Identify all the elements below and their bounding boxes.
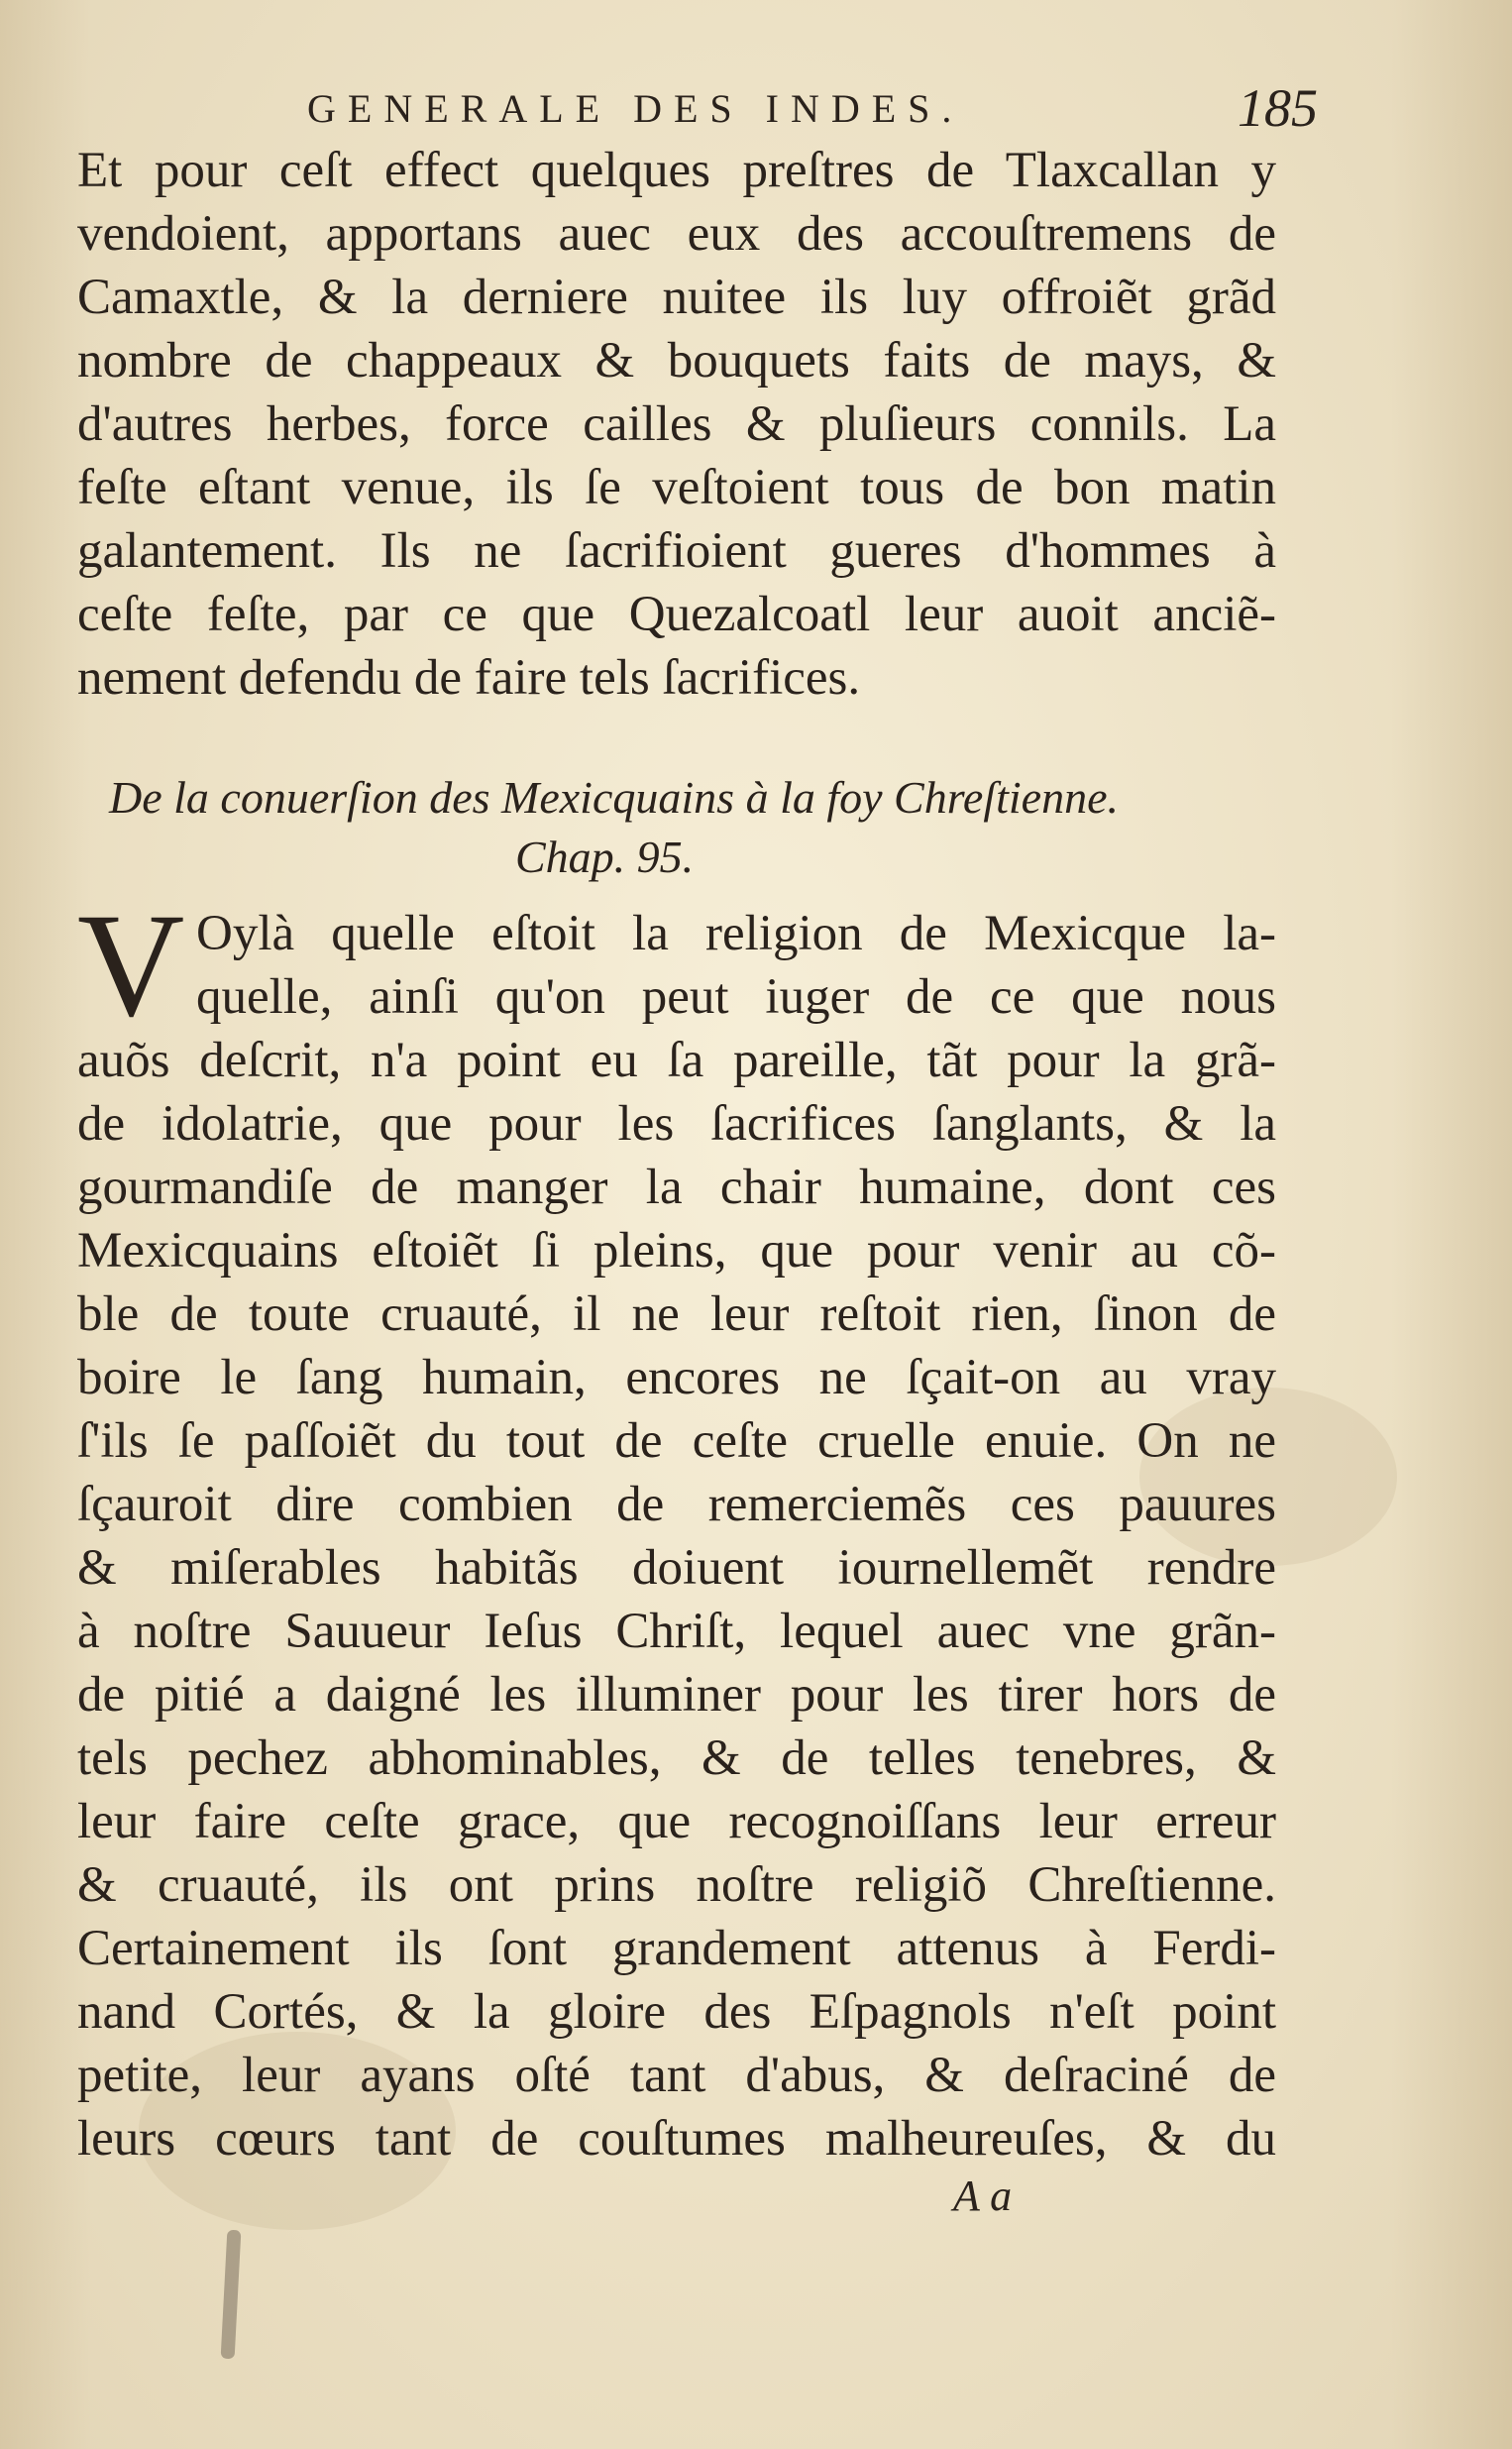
text-line: Certainement ils ſont grandement attenus à Ferdi- [77, 1921, 1276, 1976]
text-line: leur faire ceſte grace, que recognoiſſans leur erreur [77, 1794, 1276, 1849]
chapter-heading [109, 768, 1258, 887]
text-line: Camaxtle, & la derniere nuitee ils luy offroiẽt grãd [77, 270, 1276, 325]
text-line: ble de toute cruauté, il ne leur reſtoit rien, ſinon de [77, 1286, 1276, 1342]
drop-cap: V [77, 883, 185, 1048]
running-head: GENERALE DES INDES. [307, 86, 964, 131]
text-line: de pitié a daigné les illuminer pour les tirer hors de [77, 1667, 1276, 1723]
text-line: petite, leur ayans oſté tant d'abus, & deſraciné de [77, 2048, 1276, 2103]
text-line: d'autres herbes, force cailles & pluſieurs connils. La [77, 396, 1276, 452]
text-line: tels pechez abhominables, & de telles tenebres, & [77, 1730, 1276, 1786]
text-line: nand Cortés, & la gloire des Eſpagnols n'eſt point [77, 1984, 1276, 2040]
text-line: & cruauté, ils ont prins noſtre religiõ Chreſtienne. [77, 1857, 1276, 1913]
text-line: à noſtre Sauueur Ieſus Chriſt, lequel auec vne grãn- [77, 1604, 1276, 1659]
signature-mark: A a [953, 2171, 1013, 2220]
text-line: nement defendu de faire tels ſacrifices. [77, 650, 861, 706]
text-line: de idolatrie, que pour les ſacrifices ſanglants, & la [77, 1096, 1276, 1152]
text-line: ſçauroit dire combien de remerciemẽs ces pauures [77, 1477, 1276, 1532]
text-line: gourmandiſe de manger la chair humaine, dont ces [77, 1160, 1276, 1215]
text-line: quelle, ainſi qu'on peut iuger de ce que nous [196, 969, 1276, 1025]
text-line: Oylà quelle eſtoit la religion de Mexicque la- [196, 906, 1276, 961]
text-line: Et pour ceſt effect quelques preſtres de Tlaxcallan y [77, 143, 1276, 198]
chapter-paragraph [77, 883, 1276, 2171]
text-line: vendoient, apportans auec eux des accouſtremens de [77, 206, 1276, 262]
text-line: Mexicquains eſtoiẽt ſi pleins, que pour venir au cõ- [77, 1223, 1276, 1279]
text-line: feſte eſtant venue, ils ſe veſtoient tous de bon matin [77, 460, 1276, 515]
text-line: galantement. Ils ne ſacrifioient gueres d'hommes à [77, 523, 1276, 579]
text-line: ceſte feſte, par ce que Quezalcoatl leur auoit anciẽ- [77, 587, 1276, 642]
chapter-title: De la conuerſion des Mexicquains à la foy Chreſtienne. [109, 772, 1120, 823]
text-line: nombre de chappeaux & bouquets faits de mays, & [77, 333, 1276, 389]
text-line: boire le ſang humain, encores ne ſçait-on au vray [77, 1350, 1276, 1405]
chapter-number: Chap. 95. [515, 832, 695, 882]
text-line: & miſerables habitãs doiuent iournellemẽt rendre [77, 1540, 1276, 1596]
page-header [297, 77, 1318, 147]
paragraph-continued [77, 139, 1276, 710]
text-line: leurs cœurs tant de couſtumes malheureuſes, & du [77, 2111, 1276, 2167]
text-line: ſ'ils ſe paſſoiẽt du tout de ceſte cruelle enuie. On ne [77, 1413, 1276, 1469]
text-line: auõs deſcrit, n'a point eu ſa pareille, tãt pour la grã- [77, 1033, 1276, 1088]
ink-mark [221, 2230, 242, 2360]
page-number: 185 [1238, 78, 1318, 138]
